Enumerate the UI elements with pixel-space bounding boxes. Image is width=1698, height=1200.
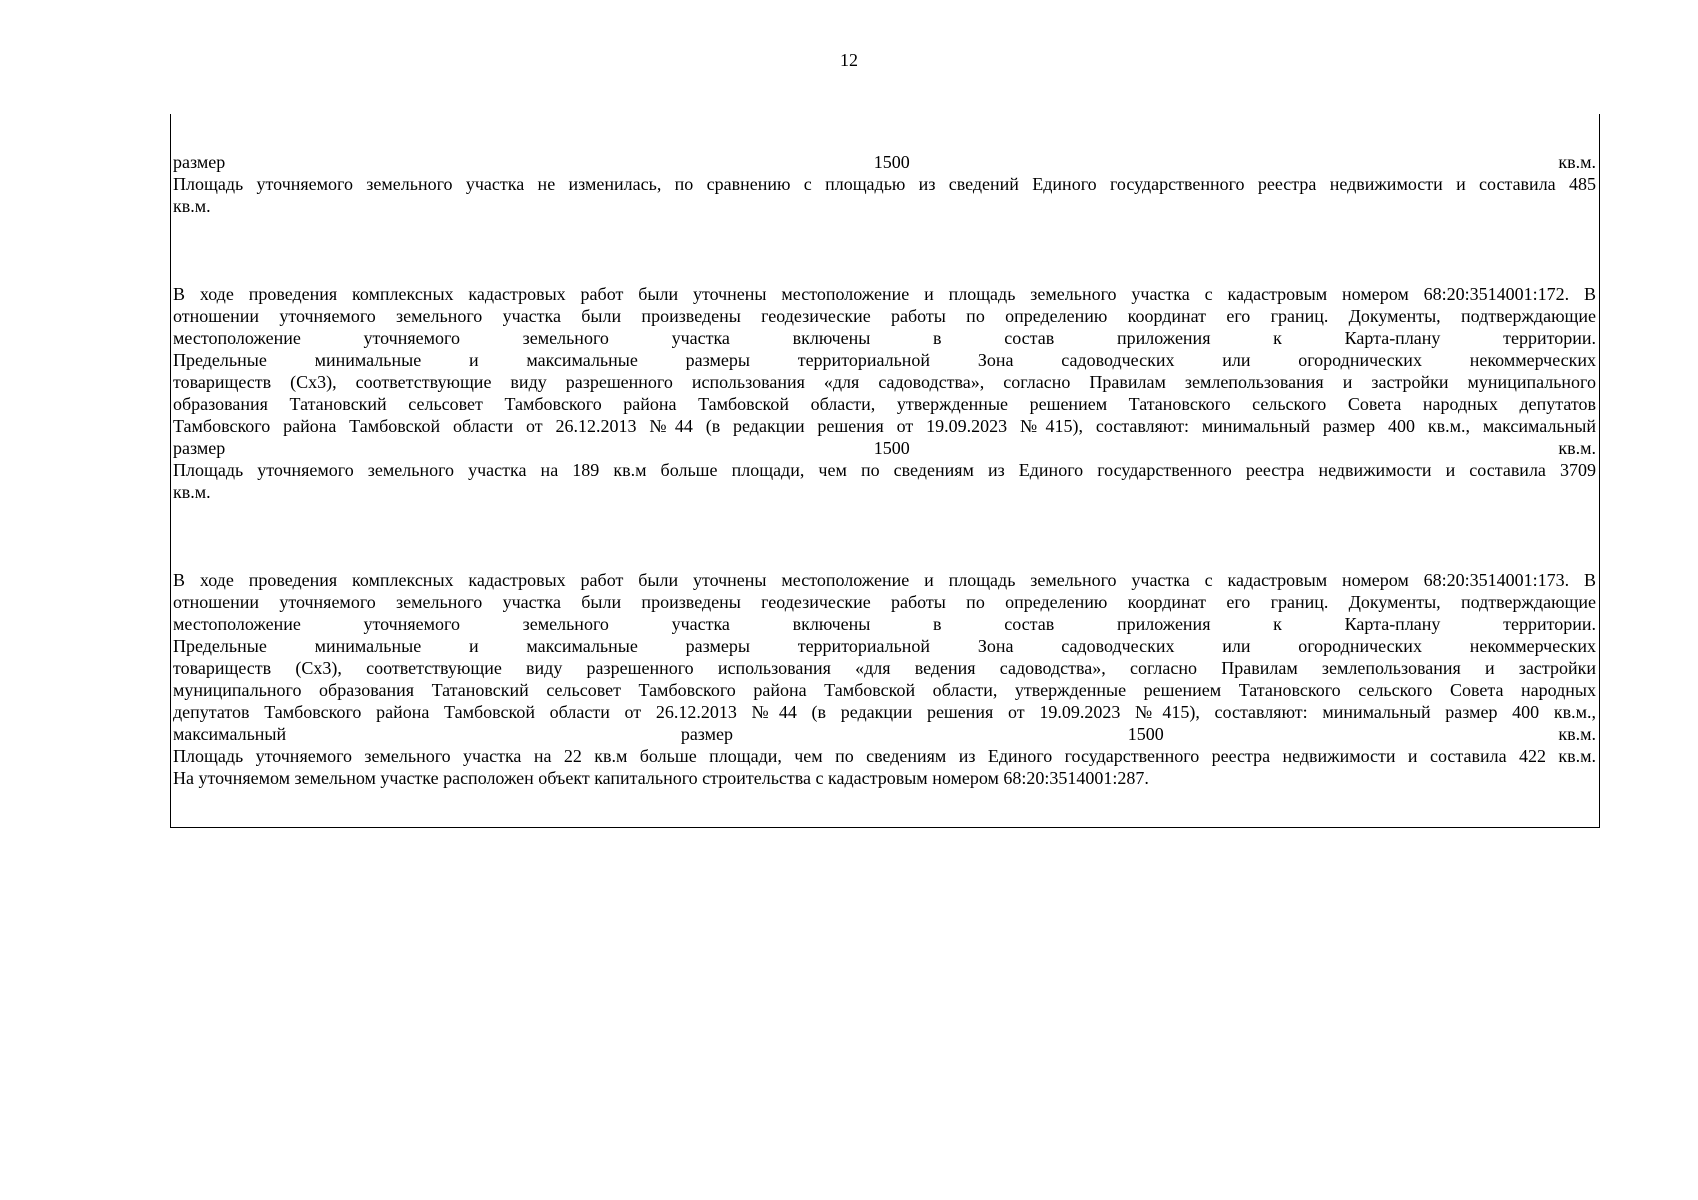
size-value: 1500 [873,152,910,172]
paragraph-line: В ходе проведения комплексных кадастровых работ были уточнены местоположение и площадь земельного участка с кадастровым номером 68:20:3514001:173. В [173,570,1596,590]
size-label: размер [680,724,734,744]
paragraph-line: депутатов Тамбовского района Тамбовской области от 26.12.2013 №44 (в редакции решения от 19.09.2023 №415), составляют: минимальный размер 400 кв.м., [173,702,1596,722]
page-number: 12 [840,50,858,70]
max-size-line [173,151,1596,173]
size-unit: кв.м. [1558,724,1596,744]
paragraph-line: отношении уточняемого земельного участка были произведены геодезические работы по определению координат его границ. Документы, подтверждающие [173,592,1596,612]
parcel-block-173 [173,569,1596,789]
size-value: 1500 [1127,724,1164,744]
paragraph-line: товариществ (Сх3), соответствующие виду разрешенного использования «для ведения садоводства», согласно Правилам землепользования и застройки [173,658,1596,678]
size-value: 1500 [873,438,910,458]
size-unit: кв.м. [1558,152,1596,172]
paragraph-line: товариществ (Сх3), соответствующие виду разрешенного использования «для садоводства», согласно Правилам землепользования и застройки муниципального [173,372,1596,392]
size-unit: кв.м. [1558,438,1596,458]
size-label: размер [173,152,226,172]
paragraph-line: Предельные минимальные и максимальные размеры территориальной Зона садоводческих или огороднических некоммерческих [173,350,1596,370]
area-line: Площадь уточняемого земельного участка на 189 кв.м больше площади, чем по сведениям из Единого государственного реестра недвижимости и составила 3709 [173,460,1596,480]
paragraph-line: Предельные минимальные и максимальные размеры территориальной Зона садоводческих или огороднических некоммерческих [173,636,1596,656]
max-label: максимальный [173,724,287,744]
document-body [173,151,1596,789]
max-size-line [173,437,1596,459]
paragraph-line: отношении уточняемого земельного участка были произведены геодезические работы по определению координат его границ. Документы, подтверждающие [173,306,1596,326]
area-line: Площадь уточняемого земельного участка не изменилась, по сравнению с площадью из сведений Единого государственного реестра недвижимости и составила 485 [173,174,1596,194]
max-size-line [173,723,1596,745]
paragraph-line: Тамбовского района Тамбовской области от 26.12.2013 №44 (в редакции решения от 19.09.2023 №415), составляют: минимальный размер 400 кв.м., максимальный [173,416,1596,436]
parcel-block-172 [173,283,1596,503]
size-label: размер [173,438,226,458]
paragraph-gap [173,503,1596,569]
area-line-unit: кв.м. [173,482,211,502]
paragraph-line: образования Татановский сельсовет Тамбовского района Тамбовской области, утвержденные решением Татановского сельского Совета народных депутатов [173,394,1596,414]
parcel-block-continuation [173,151,1596,217]
paragraph-gap [173,217,1596,283]
area-line-unit: кв.м. [173,196,211,216]
paragraph-line: В ходе проведения комплексных кадастровых работ были уточнены местоположение и площадь земельного участка с кадастровым номером 68:20:3514001:172. В [173,284,1596,304]
paragraph-line: местоположение уточняемого земельного участка включены в состав приложения к Карта-плану территории. [173,328,1596,348]
paragraph-line: местоположение уточняемого земельного участка включены в состав приложения к Карта-плану территории. [173,614,1596,634]
area-line: Площадь уточняемого земельного участка на 22 кв.м больше площади, чем по сведениям из Единого государственного реестра недвижимости и составила 422 кв.м. [173,746,1596,766]
paragraph-line: муниципального образования Татановский сельсовет Тамбовского района Тамбовской области, утвержденные решением Татановского сельского Совета народных [173,680,1596,700]
capital-object-line: На уточняемом земельном участке расположен объект капитального строительства с кадастровым номером 68:20:3514001:287. [173,768,1149,788]
